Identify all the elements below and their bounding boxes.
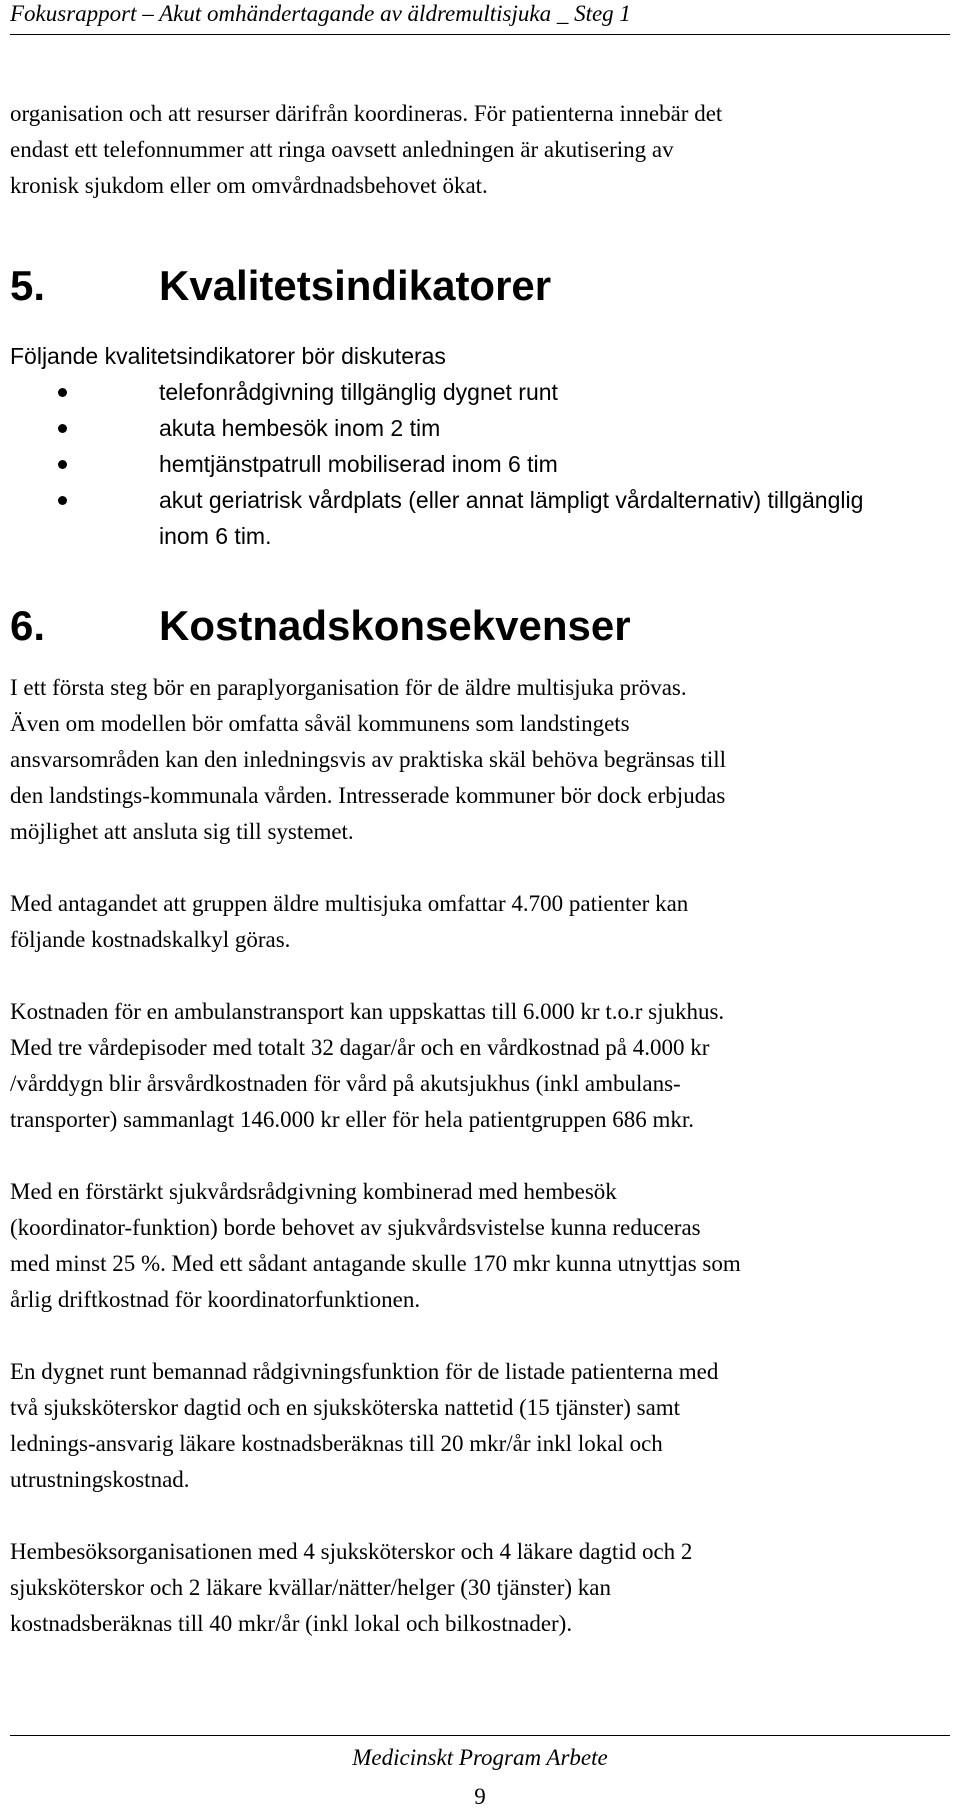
footer-divider — [10, 1735, 950, 1736]
text-line: Med en förstärkt sjukvårdsrådgivning kombinerad med hembesök — [10, 1179, 617, 1204]
text-line: utrustningskostnad. — [10, 1467, 190, 1492]
text-line: En dygnet runt bemannad rådgivningsfunktion för de listade patienterna med — [10, 1359, 719, 1384]
text-line: organisation och att resurser därifrån koordineras. För patienterna innebär det — [10, 101, 723, 126]
footer-title: Medicinskt Program Arbete — [352, 1745, 608, 1770]
list-item — [10, 482, 950, 554]
text-line: (koordinator-funktion) borde behovet av sjukvårdsvistelse kunna reduceras — [10, 1215, 701, 1240]
body-paragraph — [10, 994, 950, 1138]
bullet-icon — [58, 388, 67, 397]
body-paragraph — [10, 670, 950, 850]
bullet-icon — [58, 496, 67, 505]
list-item-text: akuta hembesök inom 2 tim — [159, 415, 441, 441]
list-item — [10, 446, 950, 482]
body-paragraph — [10, 1174, 950, 1318]
text-line: Med antagandet att gruppen äldre multisjuka omfattar 4.700 patienter kan — [10, 891, 689, 916]
text-line: /vårddygn blir årsvårdkostnaden för vård på akutsjukhus (inkl ambulans- — [10, 1071, 681, 1096]
text-line: Kostnaden för en ambulanstransport kan uppskattas till 6.000 kr t.o.r sjukhus. — [10, 999, 725, 1024]
list-item-text: telefonrådgivning tillgänglig dygnet runt — [159, 379, 558, 405]
list-item — [10, 374, 950, 410]
text-line: Hembesöksorganisationen med 4 sjuksköterskor och 4 läkare dagtid och 2 — [10, 1539, 693, 1564]
section-5-heading — [10, 262, 950, 310]
page-number: 9 — [474, 1784, 486, 1809]
list-item-text: akut geriatrisk vårdplats (eller annat lämpligt vårdalternativ) tillgänglig — [159, 487, 864, 513]
text-line: Även om modellen bör omfatta såväl kommunens som landstingets — [10, 711, 630, 736]
text-line: följande kostnadskalkyl göras. — [10, 927, 291, 952]
list-item-text-continued: inom 6 tim. — [159, 523, 272, 549]
text-line: den landstings-kommunala vården. Intresserade kommuner bör dock erbjudas — [10, 783, 726, 808]
section-6-heading — [10, 602, 950, 650]
running-header — [10, 0, 950, 35]
text-line: sjuksköterskor och 2 läkare kvällar/nätter/helger (30 tjänster) kan — [10, 1575, 611, 1600]
section-number: 5. — [10, 262, 46, 309]
text-line: Med tre vårdepisoder med totalt 32 dagar/år och en vårdkostnad på 4.000 kr — [10, 1035, 710, 1060]
document-body — [10, 96, 950, 1642]
list-item — [10, 410, 950, 446]
text-line: endast ett telefonnummer att ringa oavsett anledningen är akutisering av — [10, 137, 674, 162]
text-line: kostnadsberäknas till 40 mkr/år (inkl lokal och bilkostnader). — [10, 1611, 573, 1636]
header-title: Fokusrapport – Akut omhändertagande av äldremultisjuka _ Steg 1 — [10, 1, 631, 26]
indicator-list — [10, 374, 950, 554]
bullet-icon — [58, 460, 67, 469]
list-item-text: hemtjänstpatrull mobiliserad inom 6 tim — [159, 451, 558, 477]
section-title: Kvalitetsindikatorer — [159, 262, 552, 309]
section-5-lead: Följande kvalitetsindikatorer bör diskuteras — [10, 343, 446, 369]
section-title: Kostnadskonsekvenser — [159, 602, 631, 649]
body-paragraph — [10, 1534, 950, 1642]
text-line: kronisk sjukdom eller om omvårdnadsbehovet ökat. — [10, 173, 488, 198]
body-paragraph — [10, 1354, 950, 1498]
text-line: ansvarsområden kan den inledningsvis av praktiska skäl behöva begränsas till — [10, 747, 727, 772]
text-line: med minst 25 %. Med ett sådant antagande skulle 170 mkr kunna utnyttjas som — [10, 1251, 741, 1276]
body-paragraph — [10, 886, 950, 958]
text-line: lednings-ansvarig läkare kostnadsberäknas till 20 mkr/år inkl lokal och — [10, 1431, 663, 1456]
bullet-icon — [58, 424, 67, 433]
text-line: årlig driftkostnad för koordinatorfunktionen. — [10, 1287, 421, 1312]
intro-paragraph — [10, 96, 950, 204]
text-line: möjlighet att ansluta sig till systemet. — [10, 819, 354, 844]
text-line: två sjuksköterskor dagtid och en sjuksköterska nattetid (15 tjänster) samt — [10, 1395, 681, 1420]
text-line: I ett första steg bör en paraplyorganisation för de äldre multisjuka prövas. — [10, 675, 687, 700]
section-number: 6. — [10, 602, 46, 649]
text-line: transporter) sammanlagt 146.000 kr eller för hela patientgruppen 686 mkr. — [10, 1107, 695, 1132]
